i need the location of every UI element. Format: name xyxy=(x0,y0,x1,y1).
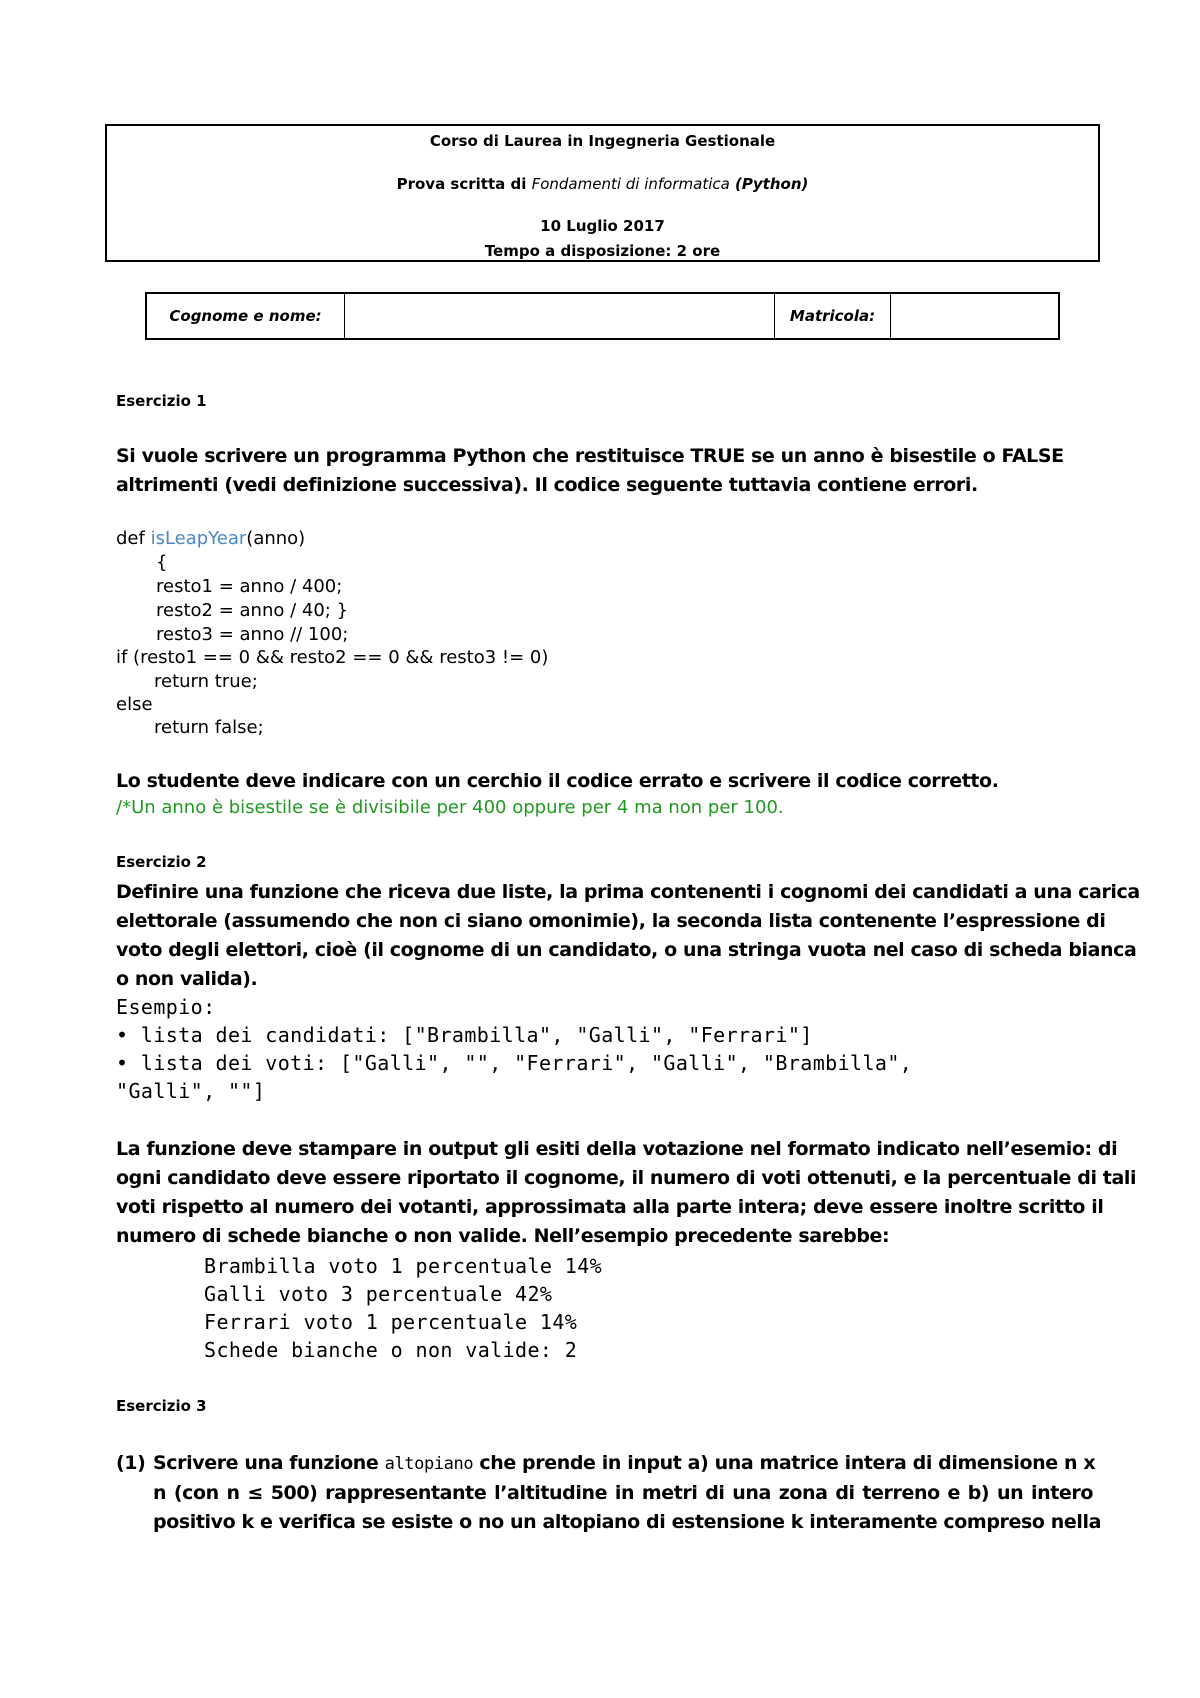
exercise-1-intro-line: Si vuole scrivere un programma Python che restituisce TRUE se un anno è bisestile o FALSE xyxy=(116,445,1064,467)
code-line: else xyxy=(116,694,153,715)
exam-prefix: Prova scritta di xyxy=(396,175,532,193)
name-field[interactable] xyxy=(345,294,775,338)
exercise-3-text: che prende in input a) una matrice intera di dimensione n x xyxy=(473,1452,1096,1474)
id-field[interactable] xyxy=(891,294,1058,338)
exercise-1-instruction: Lo studente deve indicare con un cerchio il codice errato e scrivere il codice corretto. xyxy=(116,770,999,792)
time-allowed: Tempo a disposizione: 2 ore xyxy=(484,242,721,260)
output-description-line: ogni candidato deve essere riportato il cognome, il numero di voti ottenuti, e la percentuale di tali xyxy=(116,1167,1137,1189)
exercise-2-intro-line: elettorale (assumendo che non ci siano omonimie), la seconda lista contenente l’espressione di xyxy=(116,910,1106,932)
code-line: resto1 = anno / 400; xyxy=(156,576,343,597)
code-line: return true; xyxy=(154,671,258,692)
name-label: Cognome e nome: xyxy=(147,294,345,338)
exercise-2-title: Esercizio 2 xyxy=(116,853,207,871)
exercise-3-line xyxy=(153,1452,1096,1474)
output-line: Schede bianche o non valide: 2 xyxy=(204,1338,578,1362)
code-line-def xyxy=(116,528,305,549)
exercise-1-title: Esercizio 1 xyxy=(116,392,207,410)
exercise-3-title: Esercizio 3 xyxy=(116,1397,207,1415)
code-line: { xyxy=(156,552,168,573)
exercise-3-line: n (con n ≤ 500) rappresentante l’altitudine in metri di una zona di terreno e b) un intero xyxy=(153,1482,1093,1504)
exercise-3-text: Scrivere una funzione xyxy=(153,1452,385,1474)
course-title: Corso di Laurea in Ingegneria Gestionale xyxy=(429,132,776,150)
code-line: resto3 = anno // 100; xyxy=(156,624,349,645)
item-number: (1) xyxy=(116,1452,146,1474)
id-label: Matricola: xyxy=(775,294,891,338)
function-name-altopiano: altopiano xyxy=(384,1454,474,1474)
output-description-line: La funzione deve stampare in output gli esiti della votazione nel formato indicato nell’esemio: di xyxy=(116,1138,1118,1160)
exercise-1-intro-line: altrimenti (vedi definizione successiva). Il codice seguente tuttavia contiene errori. xyxy=(116,474,978,496)
exam-subject: Fondamenti di informatica xyxy=(531,175,730,193)
code-line: return false; xyxy=(154,717,264,738)
exam-language: (Python) xyxy=(729,175,809,193)
exam-date: 10 Luglio 2017 xyxy=(540,217,665,235)
output-line: Ferrari voto 1 percentuale 14% xyxy=(204,1310,578,1334)
output-description-line: numero di schede bianche o non valide. Nell’esempio precedente sarebbe: xyxy=(116,1225,890,1247)
exercise-2-intro-line: o non valida). xyxy=(116,968,258,990)
example-line: • lista dei candidati: ["Brambilla", "Galli", "Ferrari"] xyxy=(116,1023,813,1047)
example-line: "Galli", ""] xyxy=(116,1079,266,1103)
output-description-line: voti rispetto al numero dei votanti, approssimata alla parte intera; deve essere inoltre scritto il xyxy=(116,1196,1104,1218)
output-line: Brambilla voto 1 percentuale 14% xyxy=(204,1254,603,1278)
example-line: • lista dei voti: ["Galli", "", "Ferrari", "Galli", "Brambilla", xyxy=(116,1051,913,1075)
exercise-2-intro-line: voto degli elettori, cioè (il cognome di un candidato, o una stringa vuota nel caso di scheda bianca xyxy=(116,939,1137,961)
code-line: if (resto1 == 0 && resto2 == 0 && resto3 != 0) xyxy=(116,647,549,668)
output-line: Galli voto 3 percentuale 42% xyxy=(204,1282,553,1306)
def-params: (anno) xyxy=(246,528,306,549)
leap-year-definition-comment: /*Un anno è bisestile se è divisibile per 400 oppure per 4 ma non per 100. xyxy=(116,797,784,818)
exercise-3-line: positivo k e verifica se esiste o no un altopiano di estensione k interamente compreso nella xyxy=(153,1511,1102,1533)
student-info-table xyxy=(145,292,1060,340)
def-keyword: def xyxy=(116,528,151,549)
function-name: isLeapYear xyxy=(150,528,247,549)
exercise-2-intro-line: Definire una funzione che riceva due liste, la prima contenenti i cognomi dei candidati a una carica xyxy=(116,881,1140,903)
example-label: Esempio: xyxy=(116,995,216,1019)
exam-header-box xyxy=(105,124,1100,262)
exam-title xyxy=(107,175,1098,193)
code-line: resto2 = anno / 40; } xyxy=(156,600,349,621)
